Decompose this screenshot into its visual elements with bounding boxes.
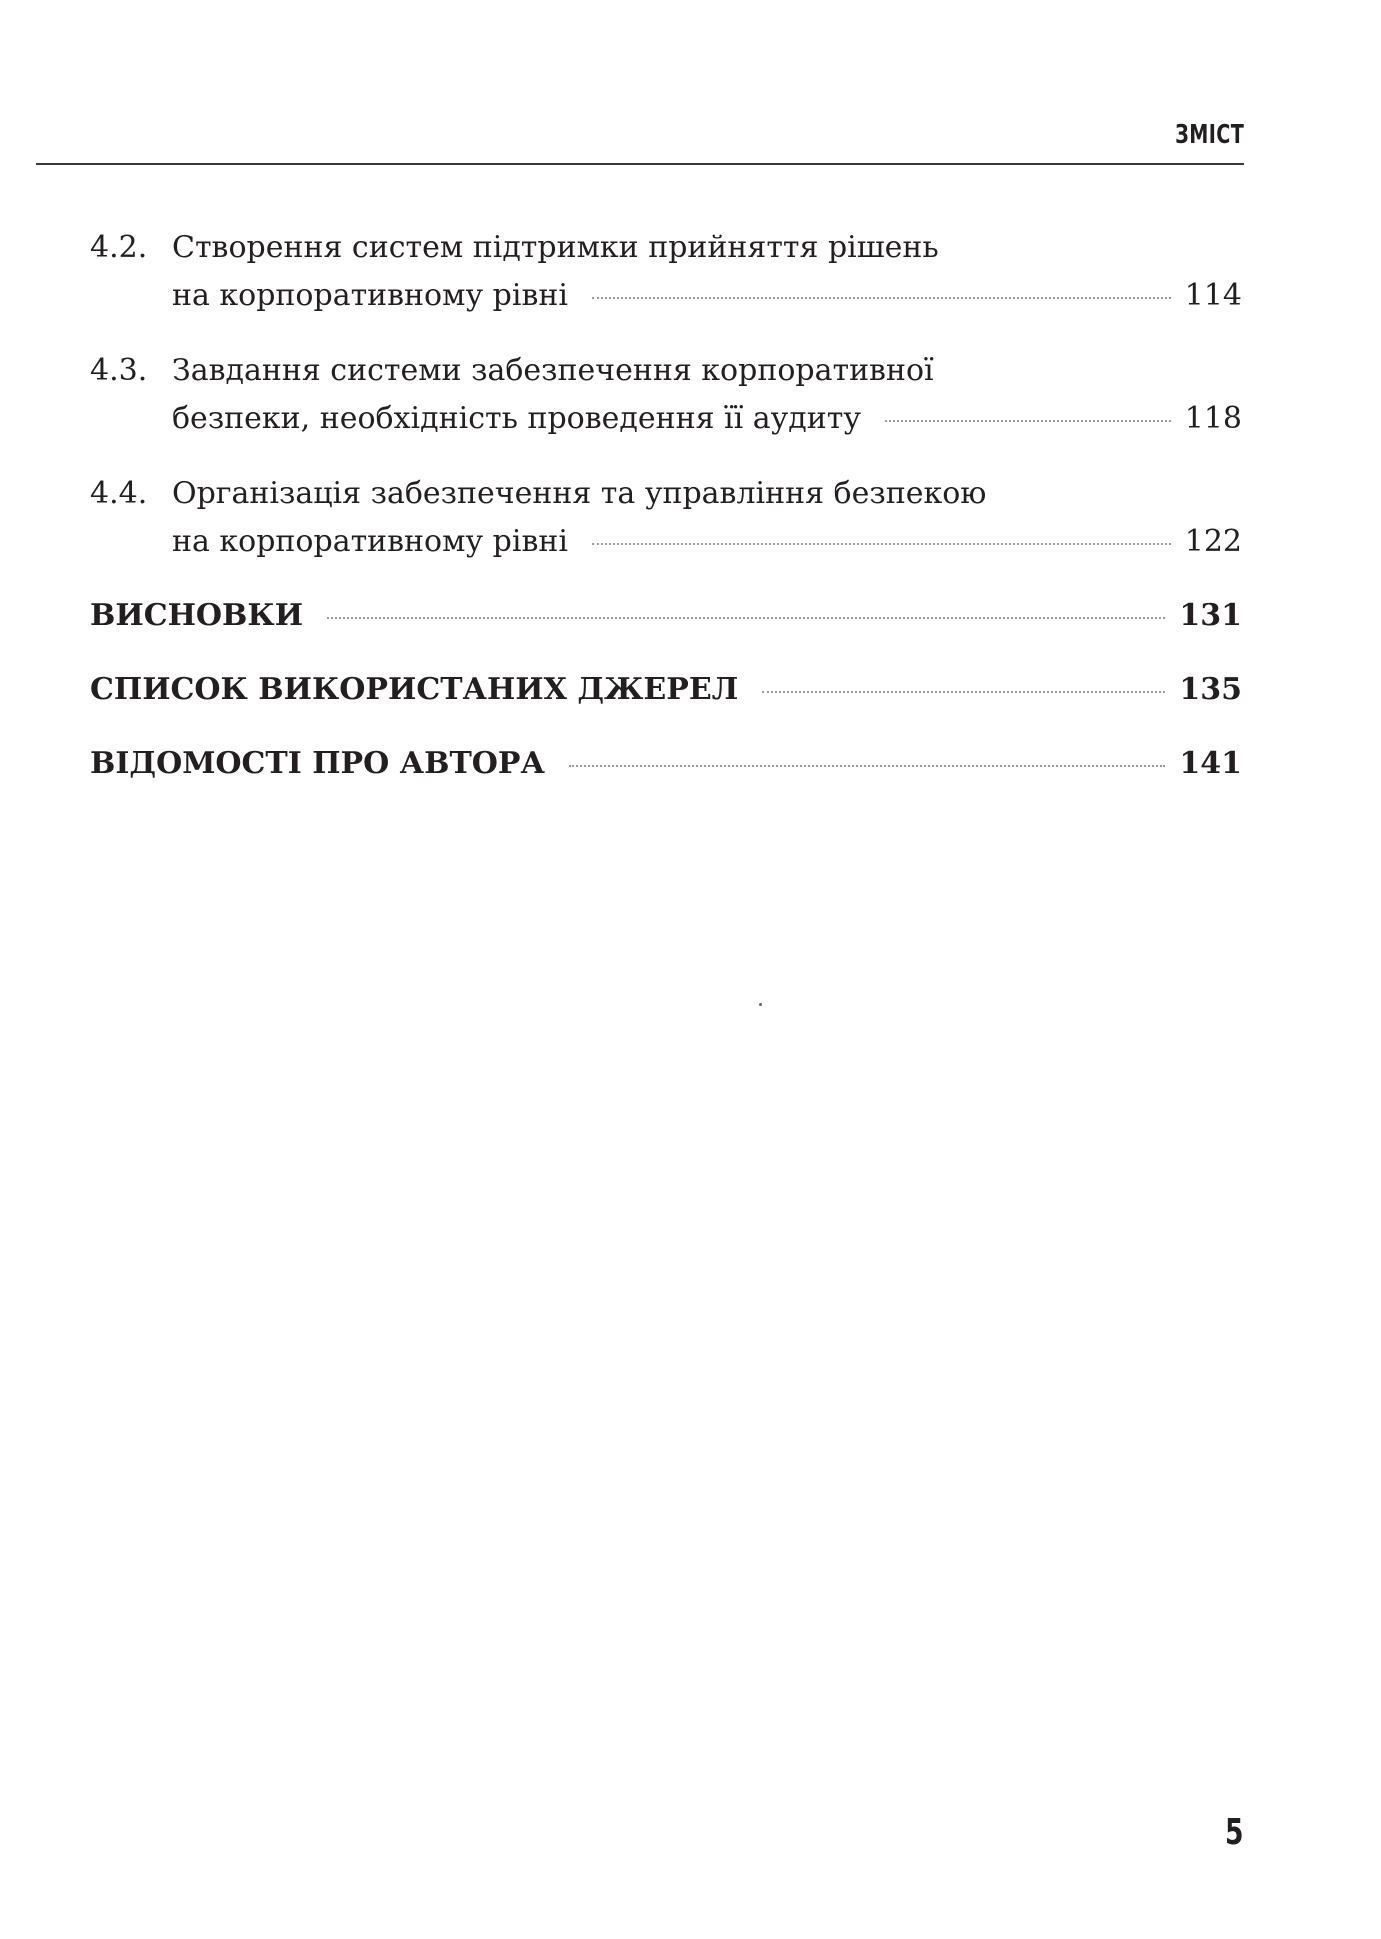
toc-entry-about-author[interactable] bbox=[90, 740, 1242, 788]
toc-entry-4-4[interactable] bbox=[90, 470, 1242, 566]
toc-entry-references[interactable] bbox=[90, 666, 1242, 714]
dot-leader bbox=[592, 297, 1171, 299]
toc-entry-page: 141 bbox=[1179, 746, 1242, 781]
toc-entry-title-line2: на корпоративному рівні bbox=[172, 524, 568, 559]
toc-entry-number: 4.4. bbox=[90, 476, 148, 511]
toc-entry-4-2[interactable] bbox=[90, 224, 1242, 320]
toc-entry-number: 4.3. bbox=[90, 353, 148, 388]
toc-entry-title: ВИСНОВКИ bbox=[90, 598, 304, 633]
toc-entry-title-line2: безпеки, необхідність проведення її аудиту bbox=[172, 401, 862, 436]
toc-entry-title-line1: Завдання системи забезпечення корпоративної bbox=[172, 353, 934, 388]
toc-entry-page: 131 bbox=[1179, 598, 1242, 633]
toc-entry-page: 122 bbox=[1184, 524, 1242, 559]
toc-entry-page: 118 bbox=[1184, 401, 1242, 436]
toc-entry-conclusions[interactable] bbox=[90, 592, 1242, 640]
dot-leader bbox=[885, 420, 1171, 422]
dot-leader bbox=[762, 691, 1165, 693]
toc-entry-title-line2: на корпоративному рівні bbox=[172, 278, 568, 313]
toc-entry-title-line1: Створення систем підтримки прийняття рішень bbox=[172, 230, 939, 265]
dot-leader bbox=[569, 765, 1165, 767]
page-number: 5 bbox=[1225, 1812, 1244, 1853]
header-rule bbox=[36, 163, 1244, 165]
toc-entry-4-3[interactable] bbox=[90, 347, 1242, 443]
toc-entry-page: 135 bbox=[1179, 672, 1242, 707]
dot-leader bbox=[327, 617, 1165, 619]
scan-speck bbox=[759, 1003, 762, 1006]
toc-entry-page: 114 bbox=[1184, 278, 1242, 313]
toc-entry-title-line1: Організація забезпечення та управління безпекою bbox=[172, 476, 987, 511]
dot-leader bbox=[592, 543, 1171, 545]
running-head: ЗМІСТ bbox=[1174, 120, 1244, 150]
toc-entry-title: ВІДОМОСТІ ПРО АВТОРА bbox=[90, 746, 545, 781]
toc-entry-title: СПИСОК ВИКОРИСТАНИХ ДЖЕРЕЛ bbox=[90, 672, 739, 707]
toc-entry-number: 4.2. bbox=[90, 230, 148, 265]
